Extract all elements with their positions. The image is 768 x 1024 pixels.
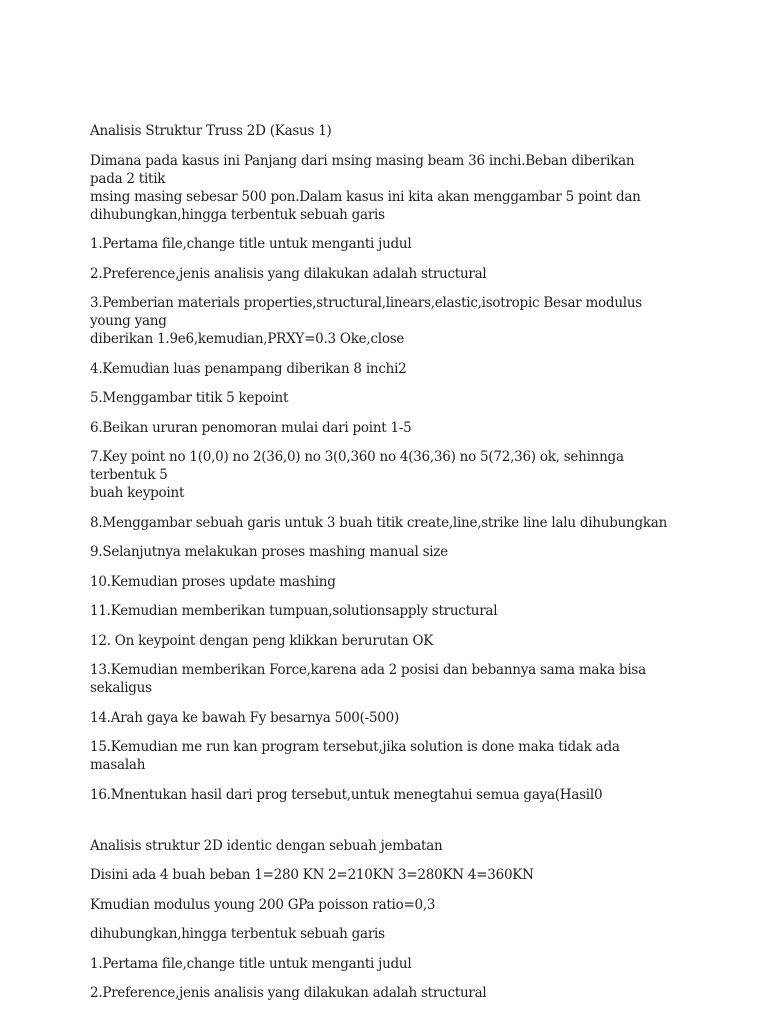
step-12-line-1: 12. On keypoint dengan peng klikkan berurutan OK	[90, 632, 434, 649]
step-3	[90, 294, 668, 348]
step-1-line-1: 1.Pertama file,change title untuk menganti judul	[90, 236, 412, 252]
step-1	[90, 235, 668, 253]
step-6	[90, 419, 668, 437]
step-14-line-1: 14.Arah gaya ke bawah Fy besarnya 500(-500)	[90, 709, 399, 726]
step-13	[90, 661, 668, 697]
section2-paragraph-5: 1.Pertama file,change title untuk menganti judul	[90, 955, 412, 972]
section2-paragraph-1: Analisis struktur 2D identic dengan sebuah jembatan	[90, 837, 443, 854]
step-6-line-1: 6.Beikan ururan penomoran mulai dari point 1-5	[90, 419, 412, 436]
step-16	[90, 786, 668, 804]
step-12	[90, 632, 668, 650]
step-5-line-1: 5.Menggambar titik 5 kepoint	[90, 390, 289, 406]
step-7-line-2: buah keypoint	[90, 485, 185, 501]
step-3-line-1: 3.Pemberian materials properties,structural,linears,elastic,isotropic Besar modulus young yang	[90, 295, 642, 329]
section2-paragraph-4: dihubungkan,hingga terbentuk sebuah garis	[90, 926, 385, 942]
step-2-line-1: 2.Preference,jenis analisis yang dilakukan adalah structural	[90, 265, 487, 282]
intro-line-3: dihubungkan,hingga terbentuk sebuah garis	[90, 206, 385, 223]
step-7	[90, 448, 668, 502]
step-4-line-1: 4.Kemudian luas penampang diberikan 8 inchi2	[90, 360, 407, 377]
step-8	[90, 514, 668, 532]
section1-intro	[90, 152, 668, 224]
step-13-line-1: 13.Kemudian memberikan Force,karena ada 2 posisi dan bebannya sama maka bisa sekaligus	[90, 662, 646, 696]
step-14	[90, 709, 668, 727]
step-10-line-1: 10.Kemudian proses update mashing	[90, 573, 336, 590]
step-2	[90, 265, 668, 283]
step-15	[90, 738, 668, 774]
step-4	[90, 360, 668, 378]
step-16-line-1: 16.Mnentukan hasil dari prog tersebut,untuk menegtahui semua gaya(Hasil0	[90, 786, 603, 803]
section1-title: Analisis Struktur Truss 2D (Kasus 1)	[90, 123, 332, 139]
section2-paragraph-2: Disini ada 4 buah beban 1=280 KN 2=210KN 3=280KN 4=360KN	[90, 867, 534, 883]
step-11	[90, 602, 668, 620]
step-15-line-1: 15.Kemudian me run kan program tersebut,jika solution is done maka tidak ada masalah	[90, 739, 620, 773]
step-9-line-1: 9.Selanjutnya melakukan proses mashing manual size	[90, 544, 448, 560]
intro-line-1: Dimana pada kasus ini Panjang dari msing masing beam 36 inchi.Beban diberikan pada 2 titik	[90, 152, 635, 187]
step-11-line-1: 11.Kemudian memberikan tumpuan,solutionsapply structural	[90, 603, 498, 619]
intro-line-2: msing masing sebesar 500 pon.Dalam kasus ini kita akan menggambar 5 point dan	[90, 188, 641, 205]
step-8-line-1: 8.Menggambar sebuah garis untuk 3 buah titik create,line,strike line lalu dihubungkan	[90, 514, 668, 531]
step-5	[90, 389, 668, 407]
step-9	[90, 543, 668, 561]
step-7-line-1: 7.Key point no 1(0,0) no 2(36,0) no 3(0,360 no 4(36,36) no 5(72,36) ok, sehinnga terbentuk 5	[90, 449, 624, 483]
step-10	[90, 573, 668, 591]
section2-paragraph-3: Kmudian modulus young 200 GPa poisson ratio=0,3	[90, 896, 436, 913]
section2-paragraph-6: 2.Preference,jenis analisis yang dilakukan adalah structural	[90, 985, 487, 1001]
step-3-line-2: diberikan 1.9e6,kemudian,PRXY=0.3 Oke,close	[90, 331, 405, 347]
